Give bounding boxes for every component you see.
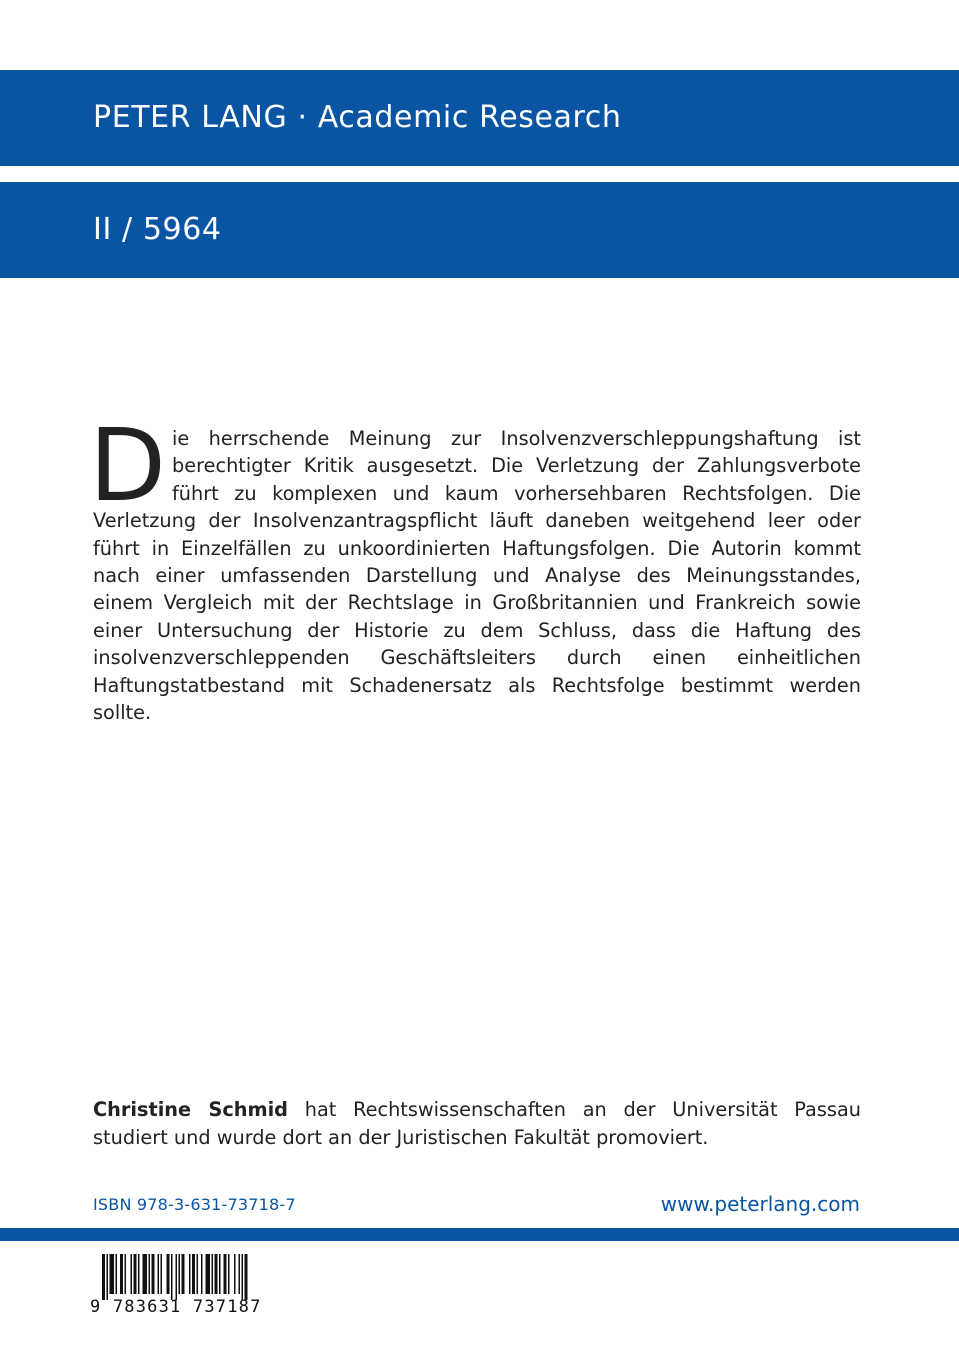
barcode-bar [167,1254,170,1294]
footer-rule [0,1228,959,1241]
barcode-digits: 9 783631 737187 [90,1297,262,1317]
barcode-bar [116,1254,118,1294]
barcode-bar [206,1254,211,1294]
barcode-bar [197,1254,199,1294]
barcode-bar [215,1254,218,1294]
barcode-bar [245,1254,248,1300]
barcode-bar [171,1254,173,1300]
barcode-bar [182,1254,185,1294]
barcode-bar [234,1254,236,1294]
barcode-bar [242,1254,244,1300]
series-number: II / 5964 [93,212,222,247]
barcode-bar [131,1254,133,1294]
barcode-bar [161,1254,163,1294]
barcode-bar [138,1254,140,1294]
barcode-bar [189,1254,191,1294]
abstract-text: ie herrschende Meinung zur Insolvenzverschleppungshaftung ist berechtigter Kritik ausgesetzt. Die Verletzung der Zahlungsverbote führt zu komplexen und kaum vorhersehbaren Rechtsfolgen. Die Verletzung der Insolvenzantragspflicht läuft daneben weitgehend leer oder führt in Einzelfällen zu unkoordinierten Haftungsfolgen. Die Autorin kommt nach einer umfassenden Darstellung und Analyse des Meinungsstandes, einem Vergleich mit der Rechtslage in Großbritannien und Frankreich sowie einer Untersuchung der Historie zu dem Schluss, dass die Haftung des insolvenzverschleppenden Geschäftsleiters durch einen einheitlichen Haftungstatbestand mit Schadenersatz als Rechtsfolge bestimmt werden sollte. [93,427,861,725]
barcode-bar [201,1254,203,1294]
barcode-bar [192,1254,195,1294]
publisher-band [0,70,959,166]
barcode-bar [228,1254,230,1294]
barcode-bar [219,1254,221,1294]
barcode-bar [125,1254,127,1294]
barcode-bar [239,1254,241,1294]
website-link[interactable]: www.peterlang.com [660,1192,860,1216]
publisher-line: PETER LANG · Academic Research [93,100,622,135]
author-bio [93,1096,861,1152]
barcode-bar [152,1254,155,1294]
barcode-bar [102,1254,105,1300]
drop-cap: D [89,407,167,524]
abstract-paragraph [89,407,861,726]
barcode-bar [224,1254,227,1294]
isbn-label: ISBN 978-3-631-73718-7 [93,1195,296,1214]
barcode-bar [212,1254,214,1294]
barcode [90,1254,286,1320]
barcode-bar [143,1254,148,1294]
barcode-bar [176,1254,178,1300]
author-bio-text: hat Rechtswissenschaften an der Universität Passau studiert und wurde dort an der Juristischen Fakultät promoviert. [93,1098,861,1149]
barcode-bar [158,1254,160,1294]
barcode-bars [90,1254,286,1300]
series-band [0,182,959,278]
barcode-bar [149,1254,151,1294]
barcode-bar [110,1254,115,1294]
author-name: Christine Schmid [93,1098,288,1121]
barcode-bar [134,1254,137,1294]
barcode-bar [107,1254,109,1300]
barcode-bar [179,1254,181,1294]
barcode-bar [120,1254,123,1294]
